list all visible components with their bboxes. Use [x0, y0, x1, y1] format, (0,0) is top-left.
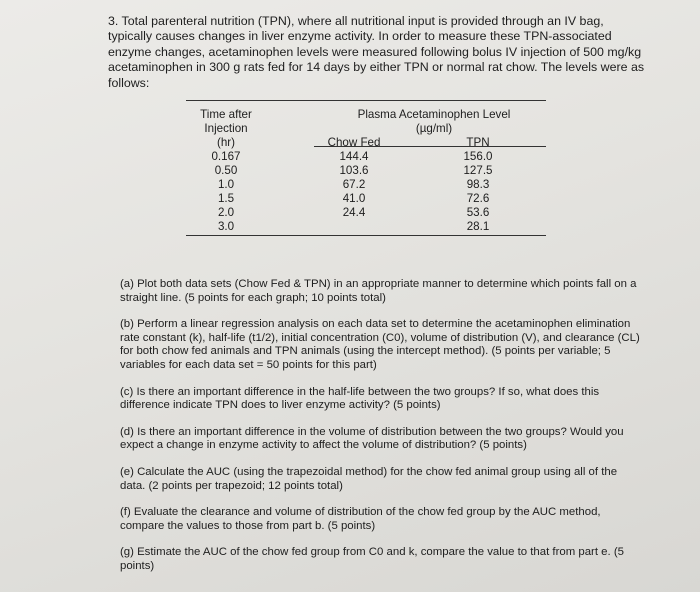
time-header-line-3: (hr): [216, 136, 236, 149]
chow-value: 103.6: [339, 164, 369, 177]
tpn-value: 53.6: [466, 206, 490, 219]
time-value: 1.5: [217, 192, 235, 205]
table-top-rule: [186, 100, 546, 101]
question-b: (b) Perform a linear regression analysis on each data set to determine the acetaminophen elimination rate constant (k), half-life (t1/2), initial concentration (C0), volume of distribution (V), and clearance (CL) for both chow fed animals and TPN animals (using the intercept method). (5 points per variable; 5 variables for each data set = 50 points for this part): [120, 318, 640, 371]
chow-value: 67.2: [342, 178, 366, 191]
tpn-header: TPN: [466, 136, 490, 149]
tpn-column: [448, 136, 508, 234]
tpn-value: 98.3: [466, 178, 490, 191]
chow-fed-column: [314, 136, 394, 220]
question-c: (c) Is there an important difference in the half-life between the two groups? If so, what does this difference indicate TPN does to liver enzyme activity? (5 points): [120, 385, 600, 412]
question-e: (e) Calculate the AUC (using the trapezoidal method) for the chow fed animal group using all of the data. (2 points per trapezoid; 12 points total): [120, 465, 618, 492]
time-value: 2.0: [217, 206, 235, 219]
chow-value: 24.4: [342, 206, 366, 219]
time-value: 3.0: [217, 220, 235, 233]
tpn-value: 156.0: [463, 150, 493, 163]
question-f: (f) Evaluate the clearance and volume of distribution of the chow fed group by the AUC method, compare the values to those from part b. (5 points): [120, 506, 601, 532]
time-value: 1.0: [217, 178, 235, 191]
time-value: 0.167: [211, 150, 241, 163]
plasma-level-header: [334, 108, 534, 136]
questions-list: [120, 278, 640, 587]
time-column: [186, 108, 266, 234]
chow-value: 41.0: [342, 192, 366, 205]
question-a: (a) Plot both data sets (Chow Fed & TPN) in an appropriate manner to determine which points fall on a straight line. (5 points for each graph; 10 points total): [120, 278, 637, 304]
tpn-value: 127.5: [463, 164, 493, 177]
chow-value: 144.4: [339, 150, 369, 163]
plasma-header-units: (µg/ml): [415, 122, 453, 135]
question-g: (g) Estimate the AUC of the chow fed group from C0 and k, compare the value to that from part e. (5 points): [120, 546, 624, 572]
plasma-header-line-1: Plasma Acetaminophen Level: [357, 108, 511, 121]
tpn-value: 28.1: [466, 220, 490, 233]
time-value: 0.50: [214, 164, 238, 177]
data-table: [186, 100, 546, 236]
tpn-value: 72.6: [466, 192, 490, 205]
problem-intro: 3. Total parenteral nutrition (TPN), where all nutritional input is provided through an IV bag, typically causes changes in liver enzyme activity. In order to measure these TPN-associated enzyme changes, acetaminophen levels were measured following bolus IV injection of 500 mg/kg acetaminophen in 300 g rats fed for 14 days by either TPN or normal rat chow. The levels were as follows:: [108, 14, 645, 90]
time-header-line-2: Injection: [204, 122, 248, 135]
table-bottom-rule: [186, 235, 546, 236]
time-header-line-1: Time after: [200, 108, 252, 121]
question-d: (d) Is there an important difference in the volume of distribution between the two groups? Would you expect a change in enzyme activity to affect the volume of distribution? (5 points): [120, 425, 624, 452]
chow-fed-header: Chow Fed: [327, 136, 381, 149]
